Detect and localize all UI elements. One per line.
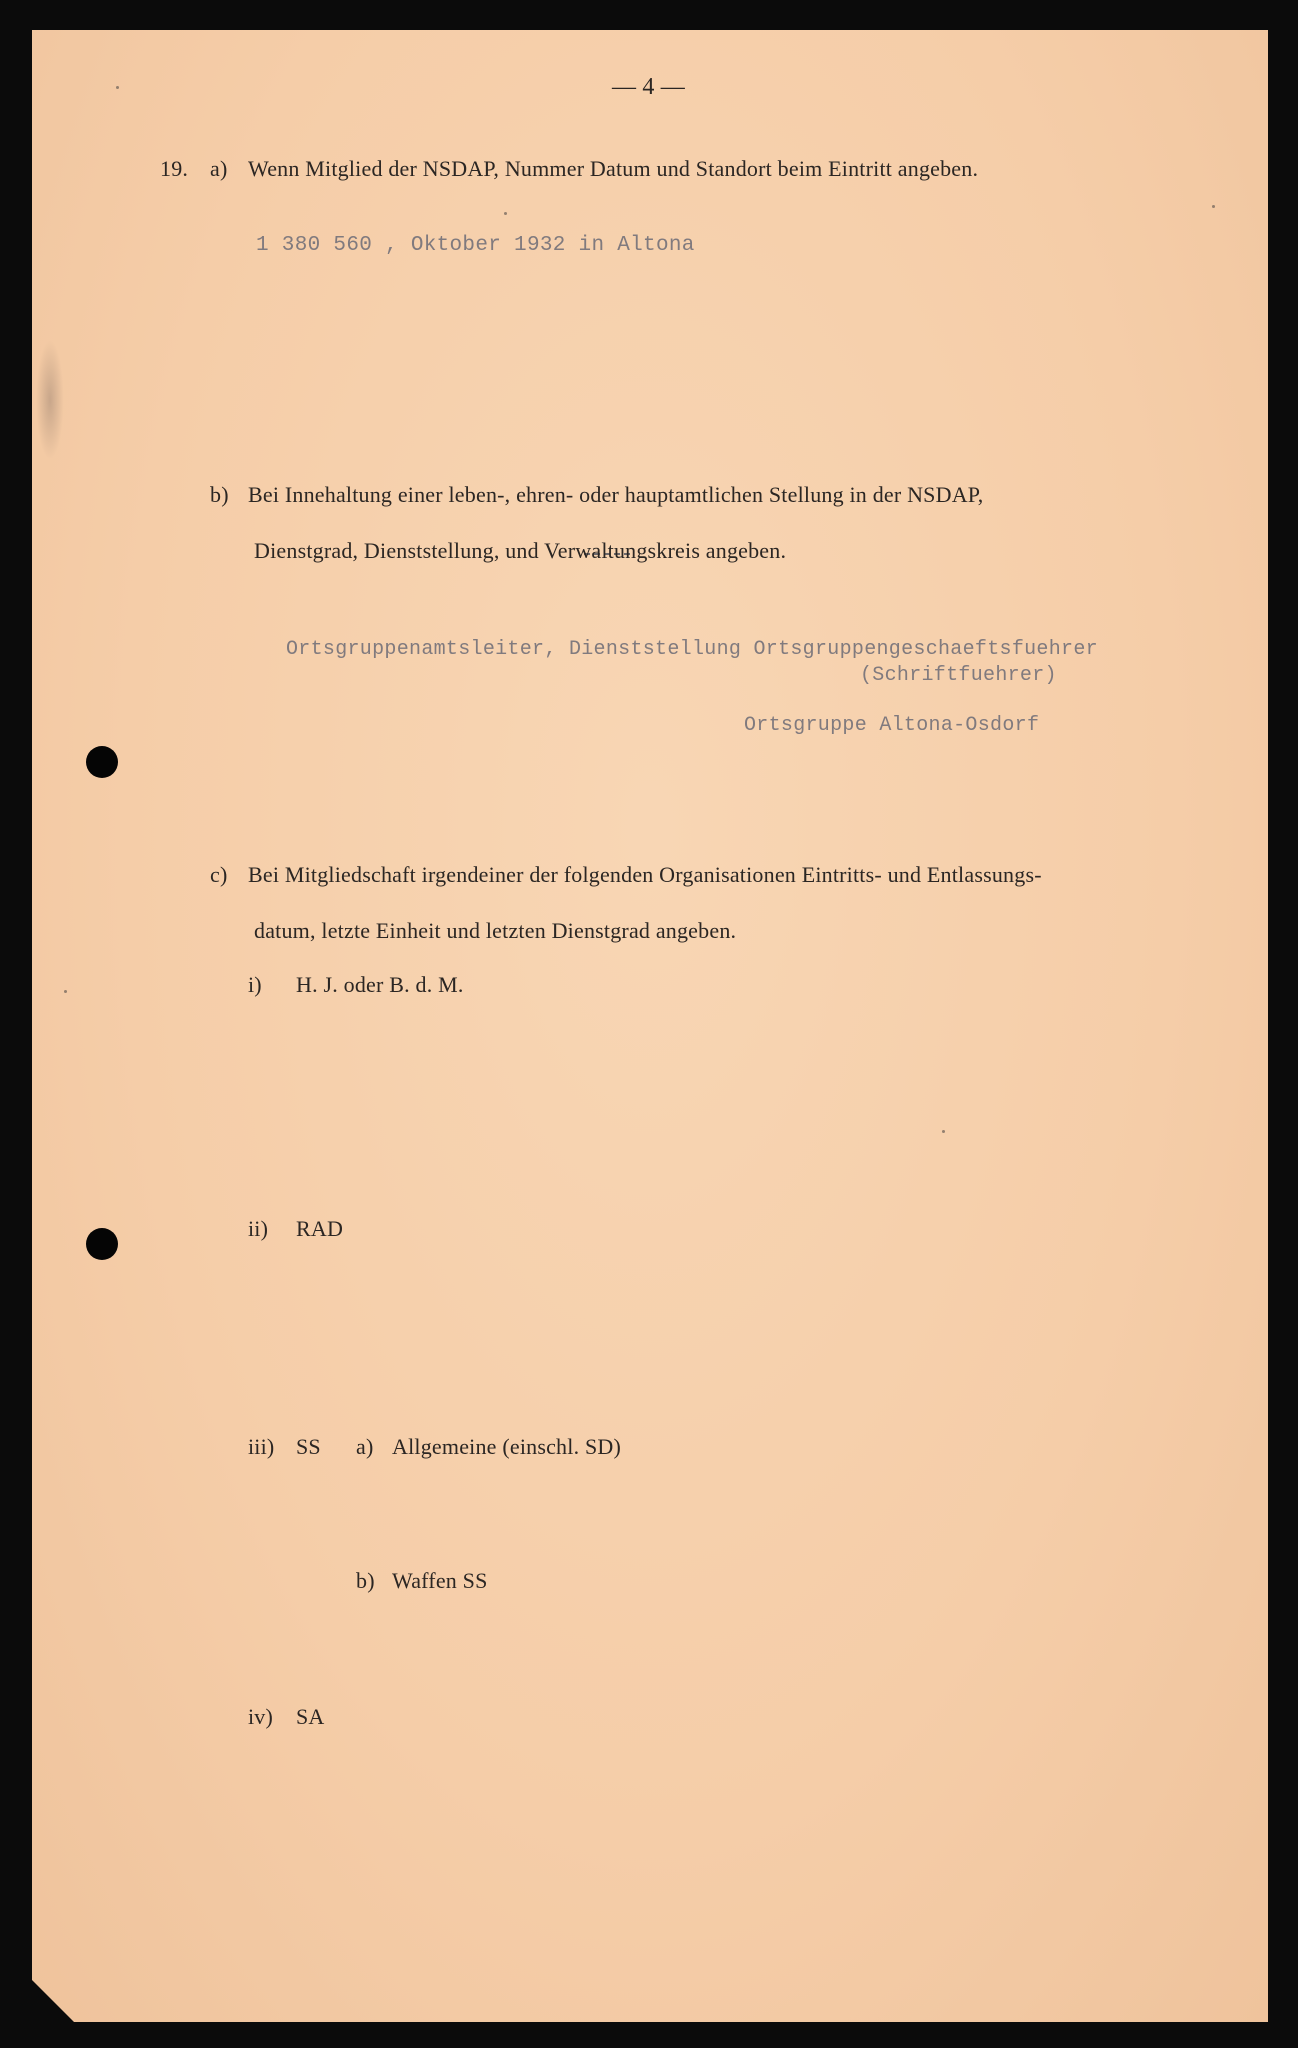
item-ii-label: ii)	[248, 1216, 269, 1241]
item-ii-text: RAD	[296, 1216, 344, 1241]
paper-speck	[504, 212, 507, 215]
item-iii-sub-a-text: Allgemeine (einschl. SD)	[392, 1434, 622, 1459]
item-iii-sub-a-label: a)	[356, 1434, 374, 1459]
question-c-text-line1: Bei Mitgliedschaft irgendeiner der folgenden Organisationen Eintritts- und Entlassungs-	[248, 862, 1042, 887]
question-c-text-line2: datum, letzte Einheit und letzten Dienstgrad angeben.	[254, 918, 737, 943]
item-iii-text: SS	[296, 1434, 321, 1459]
item-iv-label: iv)	[248, 1704, 274, 1729]
answer-b-position: Ortsgruppenamtsleiter, Dienststellung Ortsgruppengeschaeftsfuehrer	[286, 638, 1098, 661]
paper-speck	[64, 990, 67, 993]
document-page	[32, 30, 1268, 2022]
question-c-letter: c)	[210, 862, 228, 887]
question-a-text: Wenn Mitglied der NSDAP, Nummer Datum und Standort beim Eintritt angeben.	[248, 156, 979, 181]
page-number: — 4 —	[612, 74, 685, 100]
paper-speck	[942, 1130, 945, 1133]
item-iii-sub-b-text: Waffen SS	[392, 1568, 488, 1593]
answer-a-membership: 1 380 560 , Oktober 1932 in Altona	[256, 234, 695, 257]
answer-b-unit: Ortsgruppe Altona-Osdorf	[744, 714, 1040, 737]
item-i-text: H. J. oder B. d. M.	[296, 972, 464, 997]
item-iv-text: SA	[296, 1704, 325, 1729]
item-iii-label: iii)	[248, 1434, 275, 1459]
item-iii-sub-b-label: b)	[356, 1568, 375, 1593]
punch-hole-upper	[86, 746, 118, 778]
item-i-label: i)	[248, 972, 262, 997]
punch-hole-lower	[86, 1228, 118, 1260]
answer-b-role: (Schriftfuehrer)	[860, 664, 1057, 687]
question-a-letter: a)	[210, 156, 228, 181]
paper-speck	[116, 86, 119, 89]
torn-corner	[32, 1980, 74, 2022]
section-number: 19.	[160, 156, 189, 181]
question-b-text-line2: Dienstgrad, Dienststellung, und Verwaltungskreis angeben.	[254, 538, 787, 563]
question-b-letter: b)	[210, 482, 229, 507]
paper-smudge	[36, 340, 64, 460]
paper-speck	[1212, 205, 1215, 208]
question-b-text-line1: Bei Innehaltung einer leben-, ehren- oder hauptamtlichen Stellung in der NSDAP,	[248, 482, 984, 507]
